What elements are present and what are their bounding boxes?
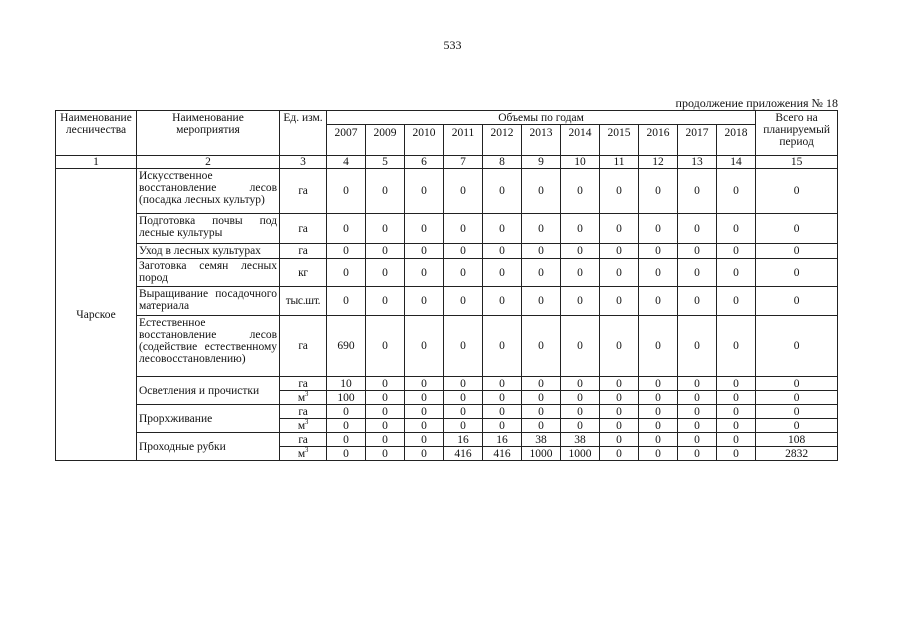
year-value: 0: [405, 244, 444, 259]
year-value: 0: [561, 377, 600, 391]
table-row: [56, 287, 838, 316]
year-value: 0: [678, 447, 717, 461]
year-value: 0: [366, 259, 405, 287]
year-value: 0: [522, 287, 561, 316]
year-value: 0: [522, 169, 561, 214]
year-value: 0: [483, 419, 522, 433]
year-value: 0: [405, 405, 444, 419]
year-value: 0: [327, 447, 366, 461]
unit-superscript: 3: [304, 417, 309, 426]
year-value: 0: [405, 287, 444, 316]
unit-cell: [280, 377, 327, 391]
year-value: 0: [405, 214, 444, 244]
table-row: [56, 214, 838, 244]
total-value: 0: [756, 391, 838, 405]
header-year: 2018: [717, 125, 756, 156]
year-value: 0: [405, 169, 444, 214]
unit-label: га: [298, 377, 308, 390]
total-value: 0: [756, 377, 838, 391]
year-value: 0: [327, 287, 366, 316]
header-year: 2013: [522, 125, 561, 156]
year-value: 0: [522, 316, 561, 377]
year-value: 0: [678, 405, 717, 419]
header-activity: Наименование мероприятия: [137, 111, 280, 156]
year-value: 0: [522, 391, 561, 405]
year-value: 0: [600, 214, 639, 244]
unit-cell: [280, 214, 327, 244]
year-value: 0: [678, 214, 717, 244]
total-value: 2832: [756, 447, 838, 461]
year-value: 0: [639, 447, 678, 461]
year-value: 0: [639, 405, 678, 419]
year-value: 0: [483, 391, 522, 405]
year-value: 0: [366, 377, 405, 391]
year-value: 0: [405, 391, 444, 405]
column-number: 8: [483, 156, 522, 169]
year-value: 0: [483, 214, 522, 244]
table-row: [56, 433, 838, 447]
year-value: 0: [678, 259, 717, 287]
total-value: 0: [756, 169, 838, 214]
year-value: 16: [483, 433, 522, 447]
table-row: [56, 169, 838, 214]
year-value: 0: [327, 419, 366, 433]
column-number: 1: [56, 156, 137, 169]
year-value: 0: [678, 433, 717, 447]
column-number: 14: [717, 156, 756, 169]
unit-cell: [280, 433, 327, 447]
column-number: 9: [522, 156, 561, 169]
year-value: 0: [405, 316, 444, 377]
year-value: 0: [600, 405, 639, 419]
year-value: 38: [522, 433, 561, 447]
total-value: 0: [756, 259, 838, 287]
year-value: 0: [444, 169, 483, 214]
column-number: 6: [405, 156, 444, 169]
year-value: 0: [600, 169, 639, 214]
year-value: 0: [405, 433, 444, 447]
header-forestry: Наименование лесничества: [56, 111, 137, 156]
activity-name: Подготовка почвы под лесные культуры: [137, 214, 280, 244]
year-value: 100: [327, 391, 366, 405]
column-number: 4: [327, 156, 366, 169]
header-year: 2007: [327, 125, 366, 156]
unit-cell: [280, 316, 327, 377]
year-value: 0: [327, 214, 366, 244]
year-value: 0: [366, 169, 405, 214]
page-number: 533: [443, 38, 462, 52]
header-volumes: Объемы по годам: [327, 111, 756, 125]
year-value: 0: [678, 377, 717, 391]
unit-superscript: 3: [304, 389, 309, 398]
year-value: 0: [522, 405, 561, 419]
year-value: 0: [522, 214, 561, 244]
year-value: 0: [561, 287, 600, 316]
year-value: 0: [639, 419, 678, 433]
column-number: 5: [366, 156, 405, 169]
unit-superscript: 3: [304, 445, 309, 454]
year-value: 0: [561, 405, 600, 419]
year-value: 0: [366, 405, 405, 419]
year-value: 0: [639, 259, 678, 287]
year-value: 0: [600, 433, 639, 447]
unit-label: м: [297, 391, 305, 404]
activity-name: Выращивание посадочного материала: [137, 287, 280, 316]
column-number: 10: [561, 156, 600, 169]
year-value: 0: [444, 214, 483, 244]
year-value: 0: [483, 405, 522, 419]
year-value: 0: [366, 214, 405, 244]
header-year: 2011: [444, 125, 483, 156]
activity-name: Естественное восстановление лесов (содействие естественному лесовосстановлению): [137, 316, 280, 377]
year-value: 0: [717, 287, 756, 316]
year-value: 0: [405, 447, 444, 461]
unit-cell: [280, 405, 327, 419]
unit-cell: [280, 259, 327, 287]
activity-name: Проходные рубки: [137, 433, 280, 461]
header-year: 2009: [366, 125, 405, 156]
year-value: 0: [678, 316, 717, 377]
activity-name: Прорхживание: [137, 405, 280, 433]
table-row: [56, 316, 838, 377]
unit-label: кг: [298, 266, 308, 279]
unit-cell: [280, 391, 327, 405]
total-value: 0: [756, 316, 838, 377]
year-value: 0: [639, 391, 678, 405]
table-row: [56, 259, 838, 287]
header-year: 2010: [405, 125, 444, 156]
year-value: 0: [561, 259, 600, 287]
year-value: 0: [639, 316, 678, 377]
unit-label: га: [298, 433, 308, 446]
year-value: 0: [444, 259, 483, 287]
total-value: 108: [756, 433, 838, 447]
year-value: 0: [717, 214, 756, 244]
header-year: 2012: [483, 125, 522, 156]
year-value: 0: [366, 447, 405, 461]
year-value: 0: [678, 169, 717, 214]
header-total: Всего на планируемый период: [756, 111, 838, 156]
year-value: 0: [678, 391, 717, 405]
year-value: 10: [327, 377, 366, 391]
year-value: 0: [717, 433, 756, 447]
year-value: 0: [522, 377, 561, 391]
year-value: 0: [717, 405, 756, 419]
year-value: 0: [600, 391, 639, 405]
year-value: 0: [717, 447, 756, 461]
unit-label: м: [297, 419, 305, 432]
year-value: 0: [600, 447, 639, 461]
year-value: 0: [600, 316, 639, 377]
year-value: 0: [327, 405, 366, 419]
activity-name: Уход в лесных культурах: [137, 244, 280, 259]
year-value: 0: [600, 244, 639, 259]
year-value: 0: [483, 377, 522, 391]
year-value: 0: [717, 391, 756, 405]
unit-label: га: [298, 245, 308, 257]
year-value: 0: [600, 419, 639, 433]
year-value: 0: [483, 169, 522, 214]
year-value: 0: [600, 259, 639, 287]
year-value: 0: [483, 316, 522, 377]
header-year: 2016: [639, 125, 678, 156]
unit-cell: [280, 447, 327, 461]
year-value: 0: [717, 244, 756, 259]
year-value: 0: [717, 316, 756, 377]
year-value: 0: [639, 214, 678, 244]
year-value: 0: [522, 259, 561, 287]
year-value: 0: [405, 259, 444, 287]
activity-name: Осветления и прочистки: [137, 377, 280, 405]
year-value: 0: [483, 287, 522, 316]
year-value: 0: [717, 419, 756, 433]
year-value: 416: [483, 447, 522, 461]
column-number: 2: [137, 156, 280, 169]
column-number: 11: [600, 156, 639, 169]
year-value: 0: [639, 377, 678, 391]
total-value: 0: [756, 214, 838, 244]
year-value: 0: [639, 169, 678, 214]
year-value: 0: [678, 419, 717, 433]
activity-name: Заготовка семян лесных пород: [137, 259, 280, 287]
year-value: 0: [444, 244, 483, 259]
year-value: 0: [639, 433, 678, 447]
year-value: 0: [561, 316, 600, 377]
unit-label: га: [298, 222, 308, 235]
year-value: 0: [717, 259, 756, 287]
year-value: 0: [561, 419, 600, 433]
year-value: 0: [522, 244, 561, 259]
header-unit: Ед. изм.: [280, 111, 327, 156]
year-value: 0: [444, 316, 483, 377]
year-value: 0: [366, 433, 405, 447]
year-value: 0: [444, 391, 483, 405]
total-value: 0: [756, 419, 838, 433]
year-value: 0: [366, 244, 405, 259]
activity-name: Искусственное восстановление лесов (посадка лесных культур): [137, 169, 280, 214]
unit-cell: [280, 419, 327, 433]
year-value: 0: [483, 259, 522, 287]
table-row: [56, 377, 838, 391]
unit-label: га: [298, 340, 308, 352]
year-value: 0: [366, 316, 405, 377]
column-number: 12: [639, 156, 678, 169]
year-value: 0: [561, 169, 600, 214]
year-value: 416: [444, 447, 483, 461]
year-value: 0: [327, 244, 366, 259]
unit-cell: [280, 169, 327, 214]
year-value: 0: [327, 169, 366, 214]
year-value: 690: [327, 316, 366, 377]
year-value: 0: [483, 244, 522, 259]
header-year: 2014: [561, 125, 600, 156]
year-value: 0: [561, 214, 600, 244]
header-year: 2015: [600, 125, 639, 156]
header-year: 2017: [678, 125, 717, 156]
total-value: 0: [756, 244, 838, 259]
table-row: [56, 244, 838, 259]
year-value: 0: [600, 377, 639, 391]
unit-label: га: [298, 185, 308, 197]
year-value: 0: [678, 244, 717, 259]
unit-cell: [280, 244, 327, 259]
volumes-table: [55, 110, 838, 461]
year-value: 0: [639, 287, 678, 316]
unit-cell: [280, 287, 327, 316]
column-number: 13: [678, 156, 717, 169]
year-value: 0: [366, 391, 405, 405]
year-value: 0: [522, 419, 561, 433]
year-value: 1000: [561, 447, 600, 461]
year-value: 16: [444, 433, 483, 447]
year-value: 0: [717, 377, 756, 391]
year-value: 0: [678, 287, 717, 316]
year-value: 0: [444, 419, 483, 433]
column-number: 15: [756, 156, 838, 169]
year-value: 0: [405, 419, 444, 433]
column-number: 3: [280, 156, 327, 169]
year-value: 0: [366, 419, 405, 433]
forestry-name: Чарское: [56, 169, 137, 461]
unit-label: тыс.шт.: [285, 295, 321, 307]
year-value: 0: [366, 287, 405, 316]
year-value: 0: [405, 377, 444, 391]
year-value: 0: [717, 169, 756, 214]
year-value: 0: [327, 259, 366, 287]
total-value: 0: [756, 287, 838, 316]
year-value: 0: [327, 433, 366, 447]
year-value: 0: [600, 287, 639, 316]
year-value: 0: [561, 391, 600, 405]
year-value: 0: [561, 244, 600, 259]
year-value: 0: [444, 377, 483, 391]
unit-label: га: [298, 405, 308, 418]
year-value: 1000: [522, 447, 561, 461]
unit-label: м: [297, 447, 305, 460]
column-number: 7: [444, 156, 483, 169]
year-value: 0: [444, 405, 483, 419]
total-value: 0: [756, 405, 838, 419]
year-value: 0: [639, 244, 678, 259]
year-value: 0: [444, 287, 483, 316]
table-row: [56, 405, 838, 419]
continuation-caption: продолжение приложения № 18: [675, 96, 838, 110]
year-value: 38: [561, 433, 600, 447]
